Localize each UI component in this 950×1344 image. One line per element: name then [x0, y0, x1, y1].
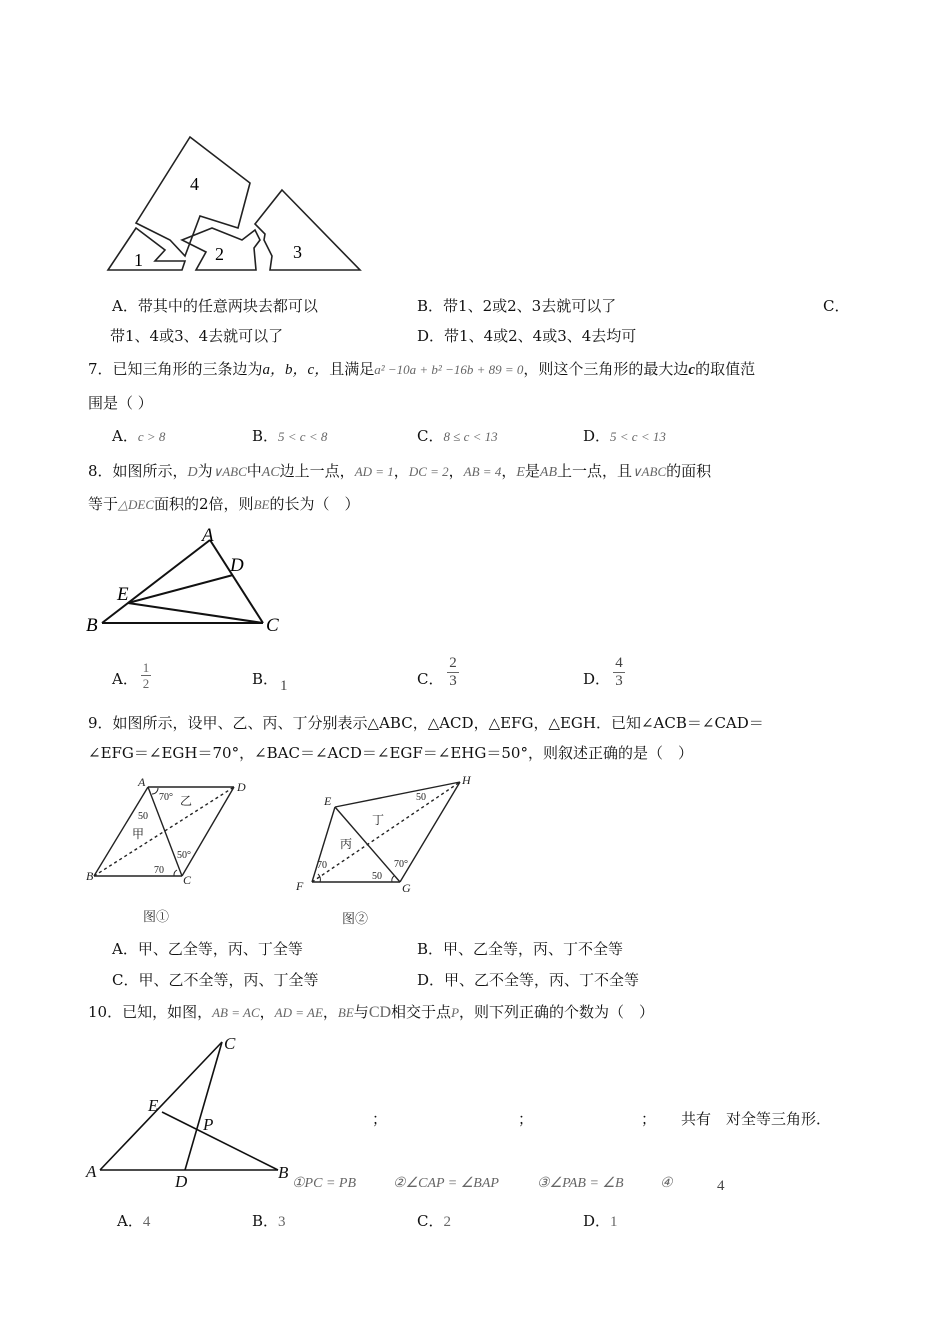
q9-f2-label-g: G: [402, 881, 411, 895]
q8-label-c: C: [266, 615, 279, 636]
q10-option-c[interactable]: C．2: [417, 1212, 451, 1230]
q8-stem-line2: 等于△DEC面积的2倍，则BE的长为（ ）: [88, 495, 360, 513]
q6-option-c-text: 带1、4或3、4去就可以了: [110, 327, 284, 345]
q9-f2-label-h: H: [462, 773, 471, 787]
q10-label-e: E: [148, 1096, 159, 1115]
q8-option-d-frac: 4 3: [613, 655, 625, 690]
q9-option-a[interactable]: A．甲、乙全等，丙、丁全等: [112, 940, 303, 958]
q6-option-c[interactable]: C．: [823, 297, 850, 315]
piece-4: [136, 137, 250, 256]
q8-option-d[interactable]: D．: [583, 670, 611, 688]
q10-item-1: ①PC = PB: [292, 1176, 356, 1191]
q10-item-2: ②∠CAP = ∠BAP: [393, 1176, 499, 1191]
q10-item-3: ③∠PAB = ∠B: [537, 1176, 624, 1191]
q9-f2-angle-3: 50: [372, 871, 382, 882]
q9-f2-label-e: E: [324, 794, 332, 808]
q10-option-b[interactable]: B．3: [252, 1212, 286, 1230]
q6-option-a[interactable]: A．带其中的任意两块去都可以: [112, 297, 318, 315]
q9-f2-angle-4: 70°: [394, 859, 408, 870]
q8-label-b: B: [86, 615, 98, 636]
q8-option-a[interactable]: A．: [112, 670, 138, 688]
q9-stem: 9．如图所示，设甲、乙、丙、丁分别表示△ABC，△ACD，△EFG，△EGH．已知∠ACB＝∠CAD＝: [88, 714, 764, 732]
q7-equation: a² −10a + b² −16b + 89 = 0: [374, 362, 524, 377]
q9-f2-tri-label-2: 丙: [340, 837, 353, 851]
q10-semicolon-1: ；: [372, 1110, 388, 1128]
q8-option-b-value: 1: [280, 678, 288, 694]
q10-semicolon-2: ；: [518, 1110, 534, 1128]
piece-1: [108, 228, 185, 270]
q9-option-b[interactable]: B．甲、乙全等，丙、丁不全等: [417, 940, 624, 958]
q7-option-c[interactable]: C．8 ≤ c < 13: [417, 427, 498, 445]
q7-stem: 7．已知三角形的三条边为a，b，c，且满足a² −10a + b² −16b + 89 = 0，则这个三角形的最大边c的取值范: [88, 360, 756, 378]
q10-label-c: C: [224, 1034, 236, 1053]
q9-f2-label-f: F: [296, 879, 304, 893]
q9-f2-tri-label-1: 丁: [372, 813, 385, 827]
q10-label-p: P: [203, 1115, 214, 1134]
q9-f1-angle-3: 50°: [177, 850, 191, 861]
q8-option-b[interactable]: B．: [252, 670, 279, 688]
q10-option-a[interactable]: A．4: [117, 1212, 151, 1230]
q9-option-d[interactable]: D．甲、乙不全等，丙、丁不全等: [417, 971, 640, 989]
q9-f1-label-c: C: [183, 873, 192, 887]
q9-f1-label-a: A: [138, 775, 146, 789]
q9-f1-tri-label-2: 甲: [132, 827, 145, 841]
q10-item-4-value: 4: [717, 1178, 725, 1194]
q9-f2-angle-1: 50: [416, 792, 426, 803]
q8-stem: 8．如图所示，D为∨ABC中AC边上一点，AD = 1，DC = 2，AB = 4，E是AB上一点，且∨ABC的面积: [88, 462, 712, 480]
q8-label-a: A: [202, 525, 214, 546]
q6-option-d[interactable]: D．带1、4或2、4或3、4去均可: [417, 327, 637, 345]
q8-option-a-frac: 1 2: [142, 660, 150, 691]
q9-figure-2: [290, 770, 490, 895]
q8-option-c-frac: 2 3: [447, 655, 459, 690]
q10-stem: 10．已知，如图，AB = AC，AD = AE，BE与CD相交于点P，则下列正确的个数为（ ）: [88, 1003, 655, 1021]
piece-3: [255, 190, 360, 270]
q7-stem-line2: 围是（ ）: [88, 394, 153, 412]
q6-label-4: 4: [190, 174, 199, 194]
q6-figure: [100, 128, 370, 278]
q10-label-a: A: [86, 1162, 97, 1181]
q9-caption-1: 图①: [143, 910, 170, 925]
q10-figure: [82, 1030, 297, 1190]
q9-caption-2: 图②: [342, 912, 369, 927]
q9-stem-line2: ∠EFG＝∠EGH＝70°，∠BAC＝∠ACD＝∠EGF＝∠EHG＝50°，则叙述正确的是（ ）: [88, 744, 693, 762]
q10-semicolon-3: ；: [641, 1110, 657, 1128]
q6-label-2: 2: [215, 244, 224, 264]
q9-f1-angle-2: 50: [138, 811, 148, 822]
q9-f1-angle-4: 70: [154, 865, 164, 876]
q10-label-d: D: [175, 1172, 188, 1190]
q9-figure-1: [82, 772, 272, 887]
q6-option-b[interactable]: B．带1、2或2、3去就可以了: [417, 297, 617, 315]
q10-label-b: B: [278, 1163, 289, 1182]
q7-option-a[interactable]: A．c > 8: [112, 427, 166, 445]
q9-f1-label-d: D: [237, 780, 246, 794]
q8-label-d: D: [230, 555, 244, 576]
q8-figure: [80, 525, 300, 640]
q9-f1-tri-label-1: 乙: [180, 794, 193, 808]
q10-item-4: ④: [660, 1176, 673, 1191]
q8-label-e: E: [117, 584, 129, 605]
q7-option-d[interactable]: D．5 < c < 13: [583, 427, 666, 445]
q9-f2-angle-2: 70: [317, 860, 327, 871]
q8-option-c[interactable]: C．: [417, 670, 444, 688]
q10-option-d[interactable]: D．1: [583, 1212, 618, 1230]
q6-label-1: 1: [134, 250, 143, 270]
q10-tail: 共有 对全等三角形．: [681, 1110, 832, 1128]
q6-label-3: 3: [293, 242, 302, 262]
q7-option-b[interactable]: B．5 < c < 8: [252, 427, 328, 445]
q9-option-c[interactable]: C．甲、乙不全等，丙、丁全等: [112, 971, 319, 989]
q9-f1-label-b: B: [86, 869, 94, 883]
q9-f1-angle-1: 70°: [159, 792, 173, 803]
